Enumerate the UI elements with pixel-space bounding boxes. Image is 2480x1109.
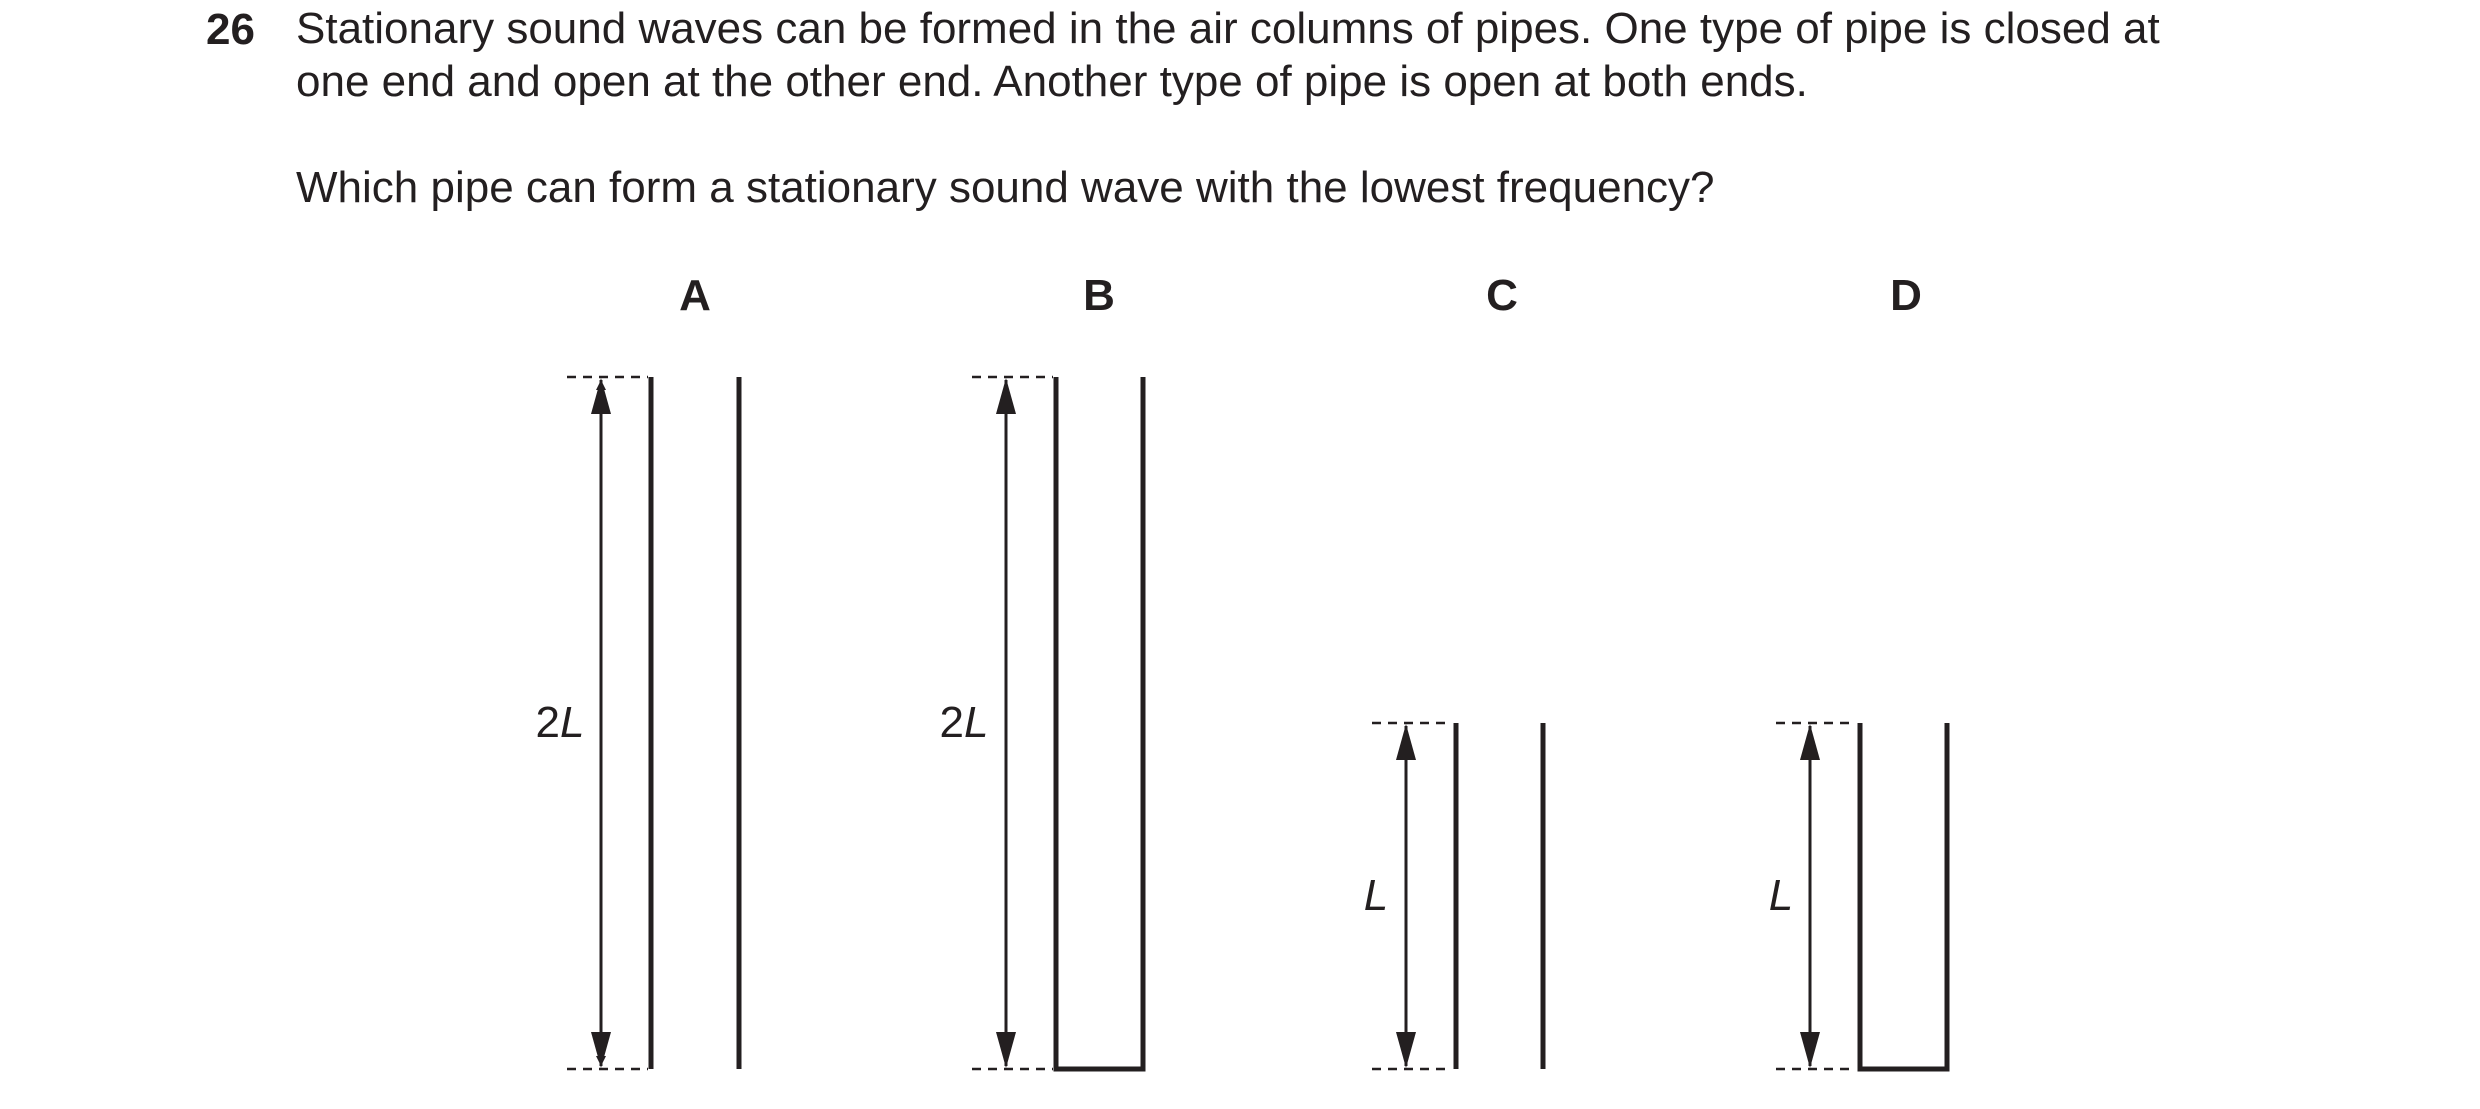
option-b-top-arrowhead	[996, 378, 1016, 414]
option-a-bottom-arrowhead	[591, 1032, 611, 1068]
option-d-closed-pipe	[1860, 723, 1947, 1069]
option-a-length-label: 2L	[535, 698, 585, 747]
question-stem-line-1: Stationary sound waves can be formed in the air columns of pipes. One type of pipe is closed at	[296, 4, 2160, 53]
option-d-length-label: L	[1768, 871, 1794, 920]
option-a-pipe	[536, 377, 739, 1069]
option-b-bottom-arrowhead	[996, 1032, 1016, 1068]
option-label-c: C	[1486, 271, 1518, 320]
option-a-top-arrowhead	[591, 378, 611, 414]
option-b-closed-pipe	[1056, 377, 1143, 1069]
option-b-length-label: 2L	[939, 698, 989, 747]
option-label-b: B	[1083, 271, 1115, 320]
question-prompt: Which pipe can form a stationary sound wave with the lowest frequency?	[296, 163, 1715, 212]
option-d-bottom-arrowhead	[1800, 1032, 1820, 1068]
option-c-pipe	[1364, 723, 1543, 1069]
question-number: 26	[206, 5, 255, 54]
option-b-pipe	[940, 377, 1143, 1069]
option-label-d: D	[1890, 271, 1922, 320]
option-c-bottom-arrowhead	[1396, 1032, 1416, 1068]
option-label-a: A	[679, 271, 711, 320]
option-d-pipe	[1769, 723, 1947, 1069]
option-c-length-label: L	[1363, 871, 1389, 920]
question-stem-line-2: one end and open at the other end. Another type of pipe is open at both ends.	[296, 57, 1808, 106]
option-d-top-arrowhead	[1800, 724, 1820, 760]
option-c-top-arrowhead	[1396, 724, 1416, 760]
